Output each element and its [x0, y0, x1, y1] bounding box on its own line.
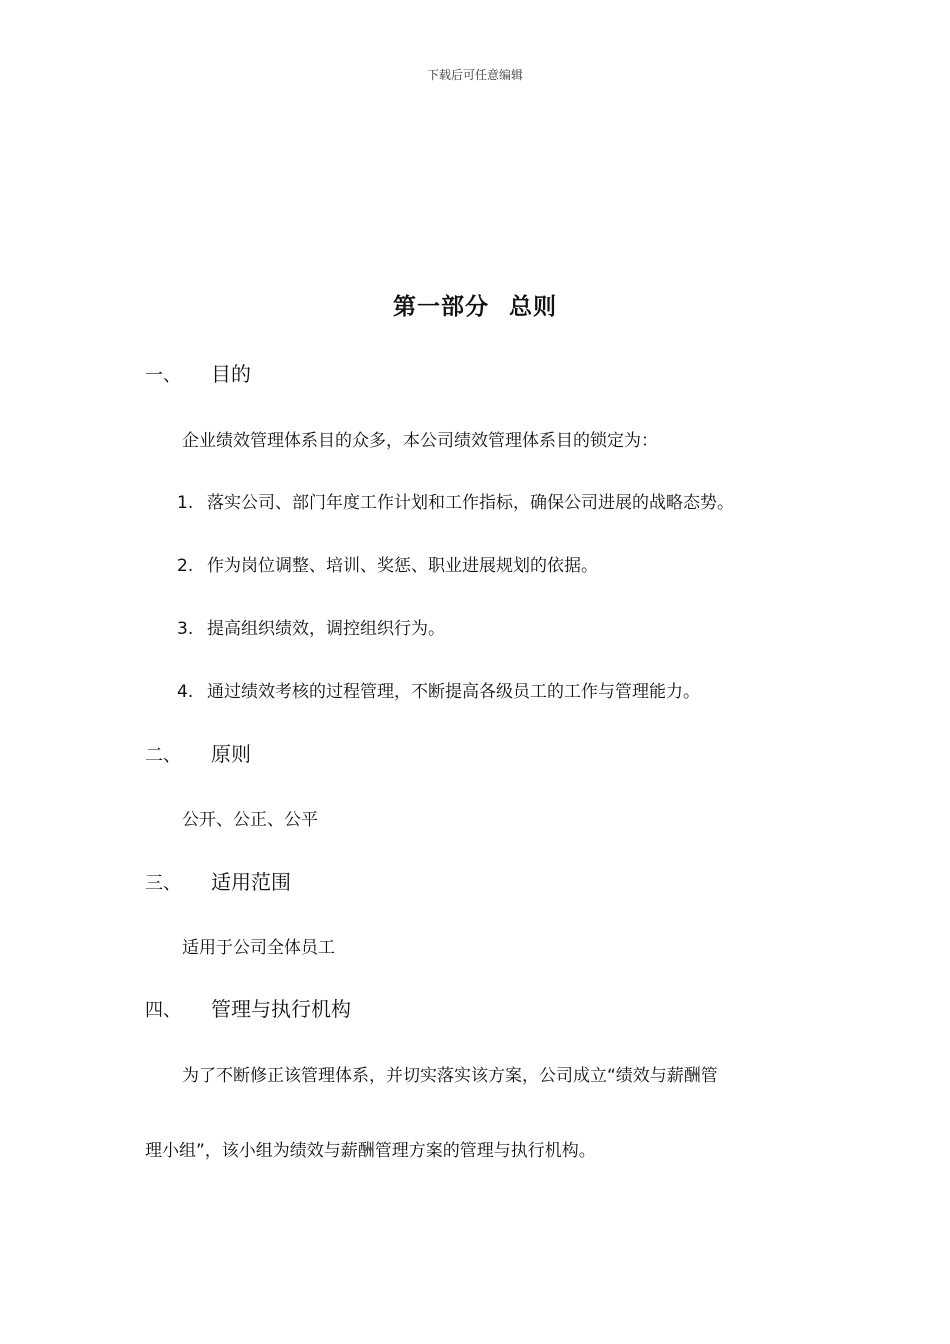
- section-heading-purpose: [145, 358, 251, 387]
- organization-body-line-1: 为了不断修正该管理体系，并切实落实该方案，公司成立“绩效与薪酬管: [182, 1066, 718, 1086]
- section-number: 三、: [145, 873, 181, 894]
- list-item-number: 1.: [177, 493, 194, 513]
- principles-body: 公开、公正、公平: [182, 810, 318, 830]
- list-item-number: 4.: [177, 682, 194, 702]
- organization-body-line-2: 理小组”，该小组为绩效与薪酬管理方案的管理与执行机构。: [145, 1141, 596, 1161]
- list-item: [177, 551, 598, 576]
- section-title: 原则: [211, 742, 251, 766]
- page-header-note: 下载后可任意编辑: [426, 68, 523, 82]
- section-heading-organization: [145, 993, 351, 1022]
- list-item: [177, 488, 734, 513]
- list-item: [177, 677, 700, 702]
- title-part: 第一部分: [393, 294, 489, 320]
- section-number: 一、: [145, 365, 181, 386]
- document-title: [0, 288, 950, 321]
- section-number: 四、: [145, 1000, 181, 1021]
- purpose-intro: 企业绩效管理体系目的众多，本公司绩效管理体系目的锁定为：: [182, 431, 658, 451]
- section-title: 管理与执行机构: [211, 997, 351, 1021]
- list-item-text: 提高组织绩效，调控组织行为。: [207, 619, 445, 639]
- list-item-text: 落实公司、部门年度工作计划和工作指标，确保公司进展的战略态势。: [207, 493, 734, 513]
- list-item-text: 通过绩效考核的过程管理，不断提高各级员工的工作与管理能力。: [207, 682, 700, 702]
- section-heading-scope: [145, 866, 291, 895]
- list-item: [177, 614, 445, 639]
- list-item-text: 作为岗位调整、培训、奖惩、职业进展规划的依据。: [207, 556, 598, 576]
- title-name: 总则: [509, 294, 557, 320]
- section-title: 目的: [211, 362, 251, 386]
- section-heading-principles: [145, 738, 251, 767]
- section-number: 二、: [145, 745, 181, 766]
- scope-body: 适用于公司全体员工: [182, 938, 335, 958]
- section-title: 适用范围: [211, 870, 291, 894]
- list-item-number: 2.: [177, 556, 194, 576]
- list-item-number: 3.: [177, 619, 194, 639]
